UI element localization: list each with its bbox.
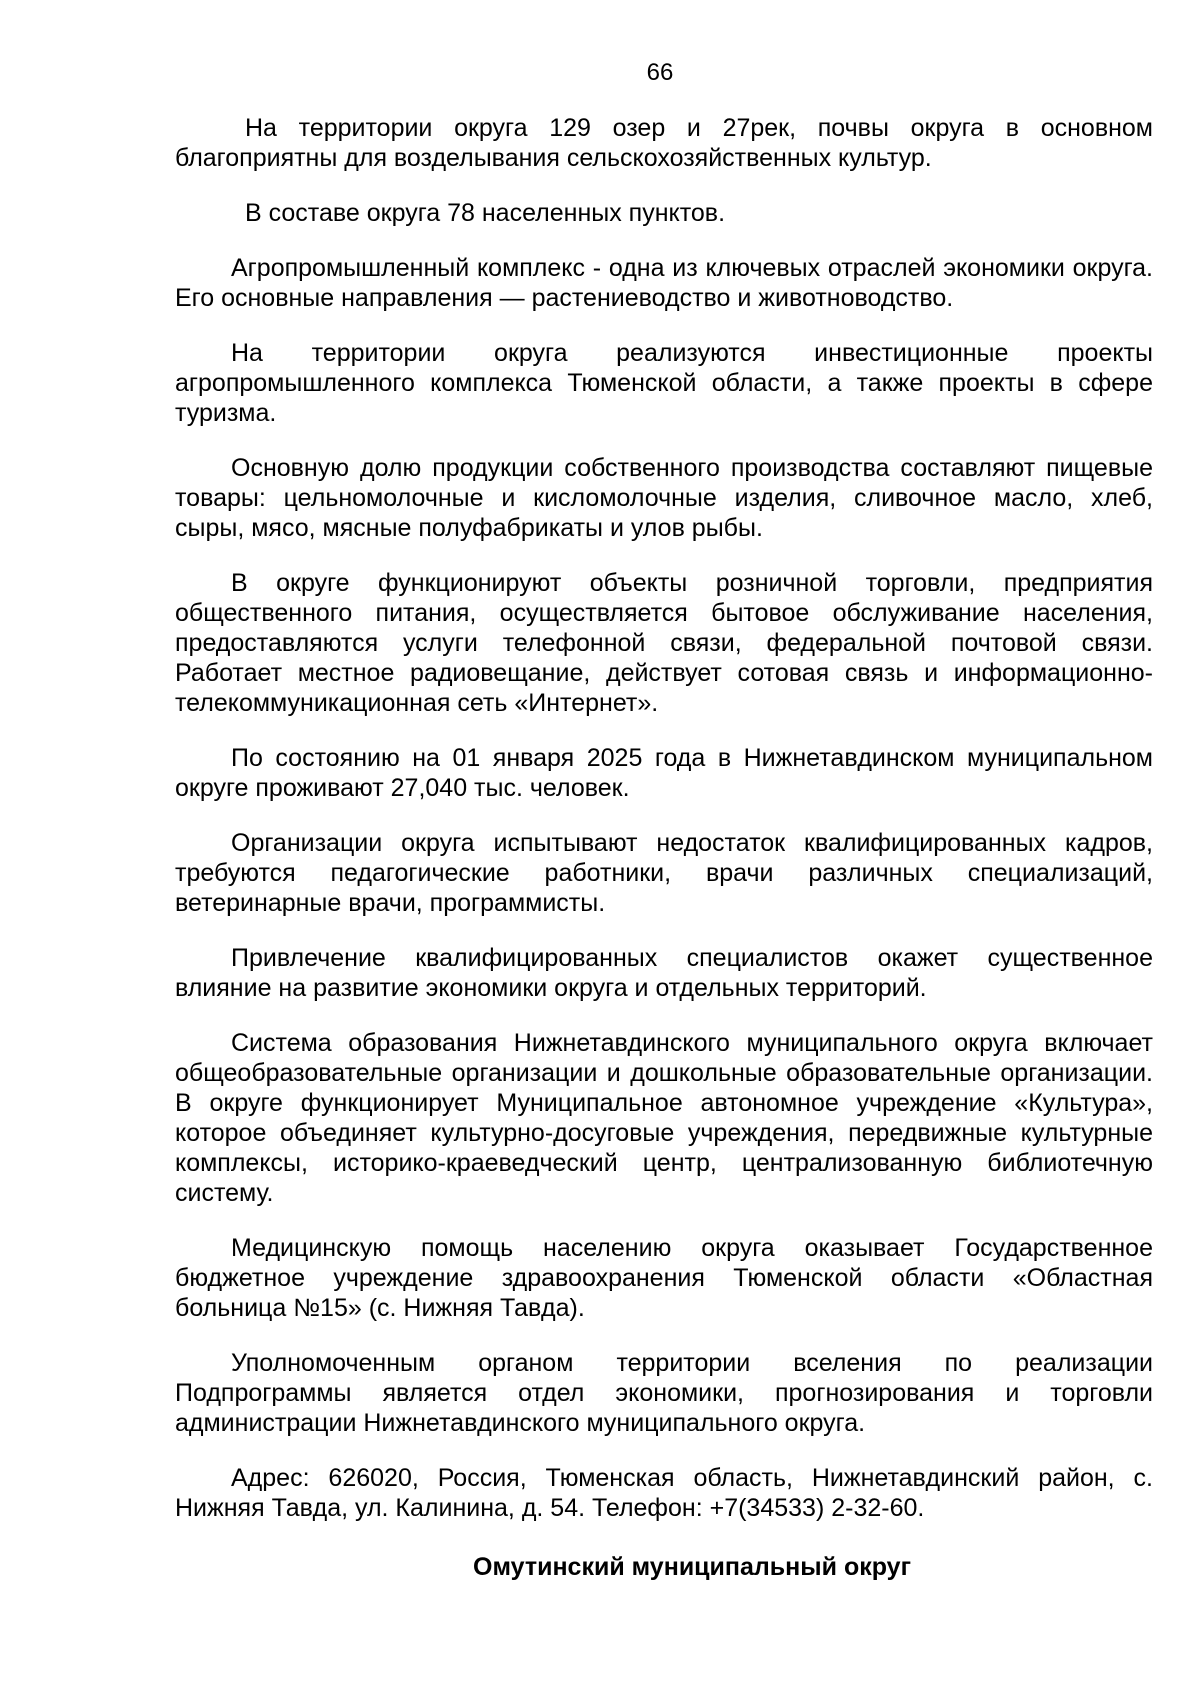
paragraph-authority: Уполномоченным органом территории вселения по реализации Подпрограммы является отдел экономики, прогнозирования и торговли администрации Нижнетавдинского муниципального округа. xyxy=(175,1349,1153,1437)
paragraph-settlements: В составе округа 78 населенных пунктов. xyxy=(245,199,726,227)
paragraph-medical: Медицинскую помощь населению округа оказывает Государственное бюджетное учреждение здравоохранения Тюменской области «Областная больница №15» (с. Нижняя Тавда). xyxy=(175,1234,1153,1322)
section-heading: Омутинский муниципальный округ xyxy=(473,1553,911,1581)
paragraph-investment-projects: На территории округа реализуются инвестиционные проекты агропромышленного комплекса Тюменской области, а также проекты в сфере туризма. xyxy=(175,339,1153,427)
document-body xyxy=(175,113,1153,1582)
paragraph-address: Адрес: 626020, Россия, Тюменская область, Нижнетавдинский район, с. Нижняя Тавда, ул. Калинина, д. 54. Телефон: +7(34533) 2-32-60. xyxy=(175,1464,1153,1522)
page-number: 66 xyxy=(646,59,674,86)
paragraph-agro-complex: Агропромышленный комплекс - одна из ключевых отраслей экономики округа. Его основные направления — растениеводство и животноводство. xyxy=(175,254,1153,312)
paragraph-lakes-rivers: На территории округа 129 озер и 27рек, почвы округа в основном благоприятны для возделывания сельскохозяйственных культур. xyxy=(175,114,1153,172)
paragraph-staff-shortage: Организации округа испытывают недостаток квалифицированных кадров, требуются педагогические работники, врачи различных специализаций, ветеринарные врачи, программисты. xyxy=(175,829,1153,917)
paragraph-population: По состоянию на 01 января 2025 года в Нижнетавдинском муниципальном округе проживают 27,040 тыс. человек. xyxy=(175,744,1153,802)
paragraph-services: В округе функционируют объекты розничной торговли, предприятия общественного питания, осуществляется бытовое обслуживание населения, предоставляются услуги телефонной связи, федеральной почтовой связи. Работает местное радиовещание, действует сотовая связь и информационно-телекоммуникационная сеть «Интернет». xyxy=(175,569,1153,717)
paragraph-specialists: Привлечение квалифицированных специалистов окажет существенное влияние на развитие экономики округа и отдельных территорий. xyxy=(175,944,1153,1002)
paragraph-education-culture: Система образования Нижнетавдинского муниципального округа включает общеобразовательные организации и дошкольные образовательные организации. В округе функционирует Муниципальное автономное учреждение «Культура», которое объединяет культурно-досуговые учреждения, передвижные культурные комплексы, историко-краеведческий центр, централизованную библиотечную систему. xyxy=(175,1029,1153,1207)
paragraph-production: Основную долю продукции собственного производства составляют пищевые товары: цельномолочные и кисломолочные изделия, сливочное масло, хлеб, сыры, мясо, мясные полуфабрикаты и улов рыбы. xyxy=(175,454,1153,542)
